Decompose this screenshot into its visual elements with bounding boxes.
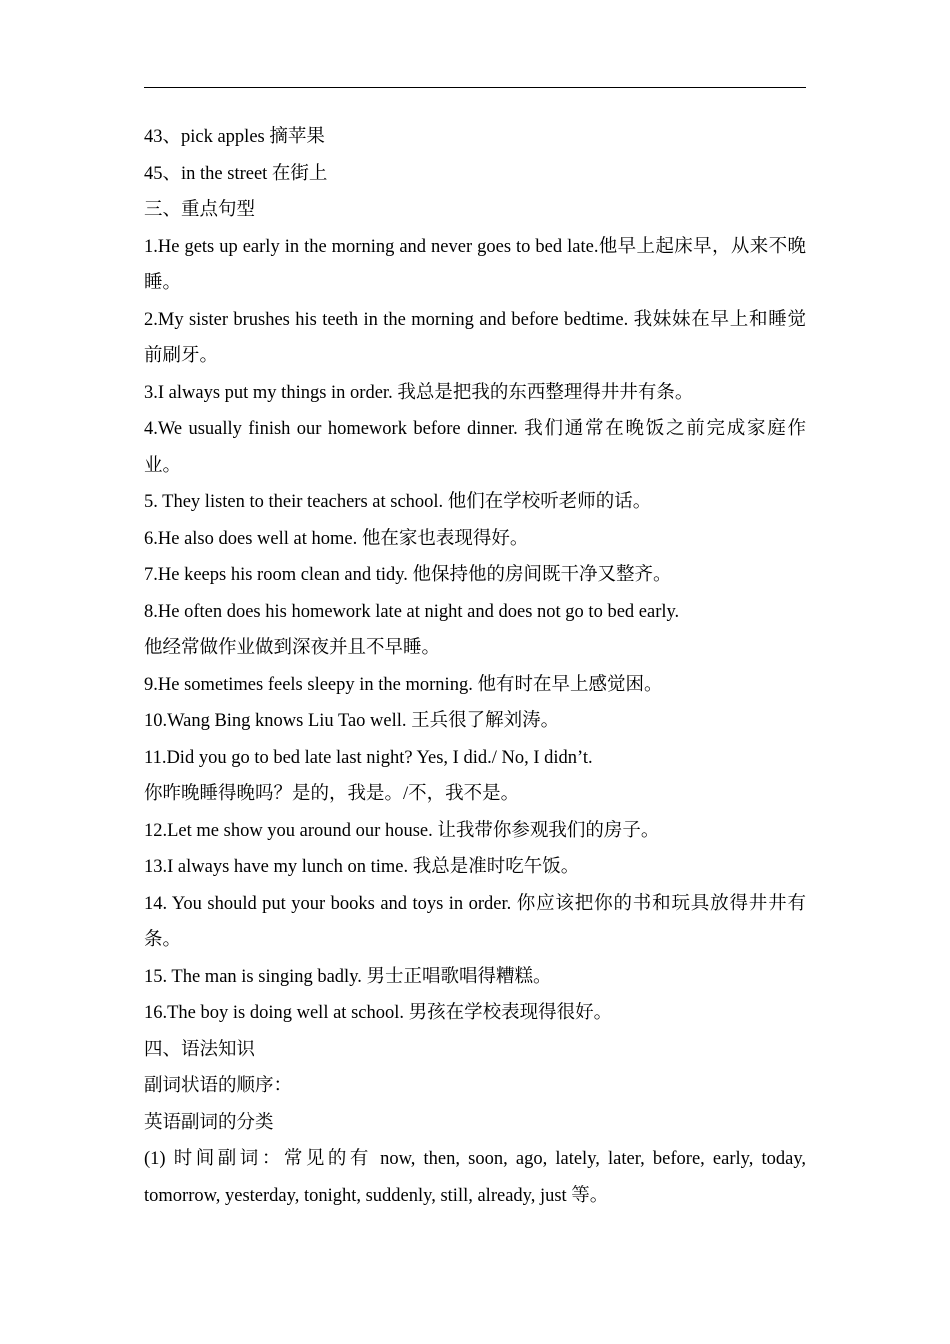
sentence-translation: 你昨晚睡得晚吗？是的，我是。/不，我不是。 — [144, 784, 520, 804]
section-heading: 三、重点句型 — [144, 200, 256, 220]
sentence-line: 9.He sometimes feels sleepy in the morning. 他有时在早上感觉困。 — [144, 674, 663, 695]
sentence-line: 6.He also does well at home. 他在家也表现得好。 — [144, 528, 529, 549]
sentence-line: 7.He keeps his room clean and tidy. 他保持他的房间既干净又整齐。 — [144, 565, 672, 585]
subheading: 副词状语的顺序： — [144, 1076, 293, 1096]
sentence-line: 3.I always put my things in order. 我总是把我的东西整理得井井有条。 — [144, 382, 694, 403]
sentence-paragraph: 4.We usually finish our homework before dinner. 我们通常在晚饭之前完成家庭作业。 — [144, 419, 806, 476]
document-body — [144, 119, 806, 1214]
section-heading: 四、语法知识 — [144, 1039, 256, 1060]
vocab-line: 43、pick apples 摘苹果 — [144, 127, 325, 147]
vocab-line: 45、in the street 在街上 — [144, 163, 328, 184]
grammar-paragraph: (1) 时间副词：常见的有 now, then, soon, ago, lately, later, before, early, today, tomorrow, yesterday, tonight, suddenly, still, already, just 等。 — [144, 1149, 806, 1206]
sentence-line: 8.He often does his homework late at night and does not go to bed early. — [144, 601, 680, 622]
sentence-paragraph: 14. You should put your books and toys in order. 你应该把你的书和玩具放得井井有条。 — [144, 893, 806, 950]
sentence-line: 12.Let me show you around our house. 让我带你参观我们的房子。 — [144, 820, 660, 841]
sentence-translation: 他经常做作业做到深夜并且不早睡。 — [144, 638, 441, 658]
sentence-line: 13.I always have my lunch on time. 我总是准时吃午饭。 — [144, 857, 580, 877]
subheading: 英语副词的分类 — [144, 1112, 274, 1133]
sentence-line: 15. The man is singing badly. 男士正唱歌唱得糟糕。 — [144, 966, 552, 987]
sentence-line: 16.The boy is doing well at school. 男孩在学校表现得很好。 — [144, 1003, 613, 1023]
sentence-line: 11.Did you go to bed late last night? Yes, I did./ No, I didn’t. — [144, 747, 593, 768]
header-rule — [144, 87, 806, 88]
sentence-line: 5. They listen to their teachers at school. 他们在学校听老师的话。 — [144, 492, 652, 512]
sentence-paragraph: 2.My sister brushes his teeth in the morning and before bedtime. 我妹妹在早上和睡觉前刷牙。 — [144, 309, 806, 366]
sentence-paragraph: 1.He gets up early in the morning and never goes to bed late.他早上起床早，从来不晚睡。 — [144, 236, 806, 293]
sentence-line: 10.Wang Bing knows Liu Tao well. 王兵很了解刘涛。 — [144, 711, 560, 731]
